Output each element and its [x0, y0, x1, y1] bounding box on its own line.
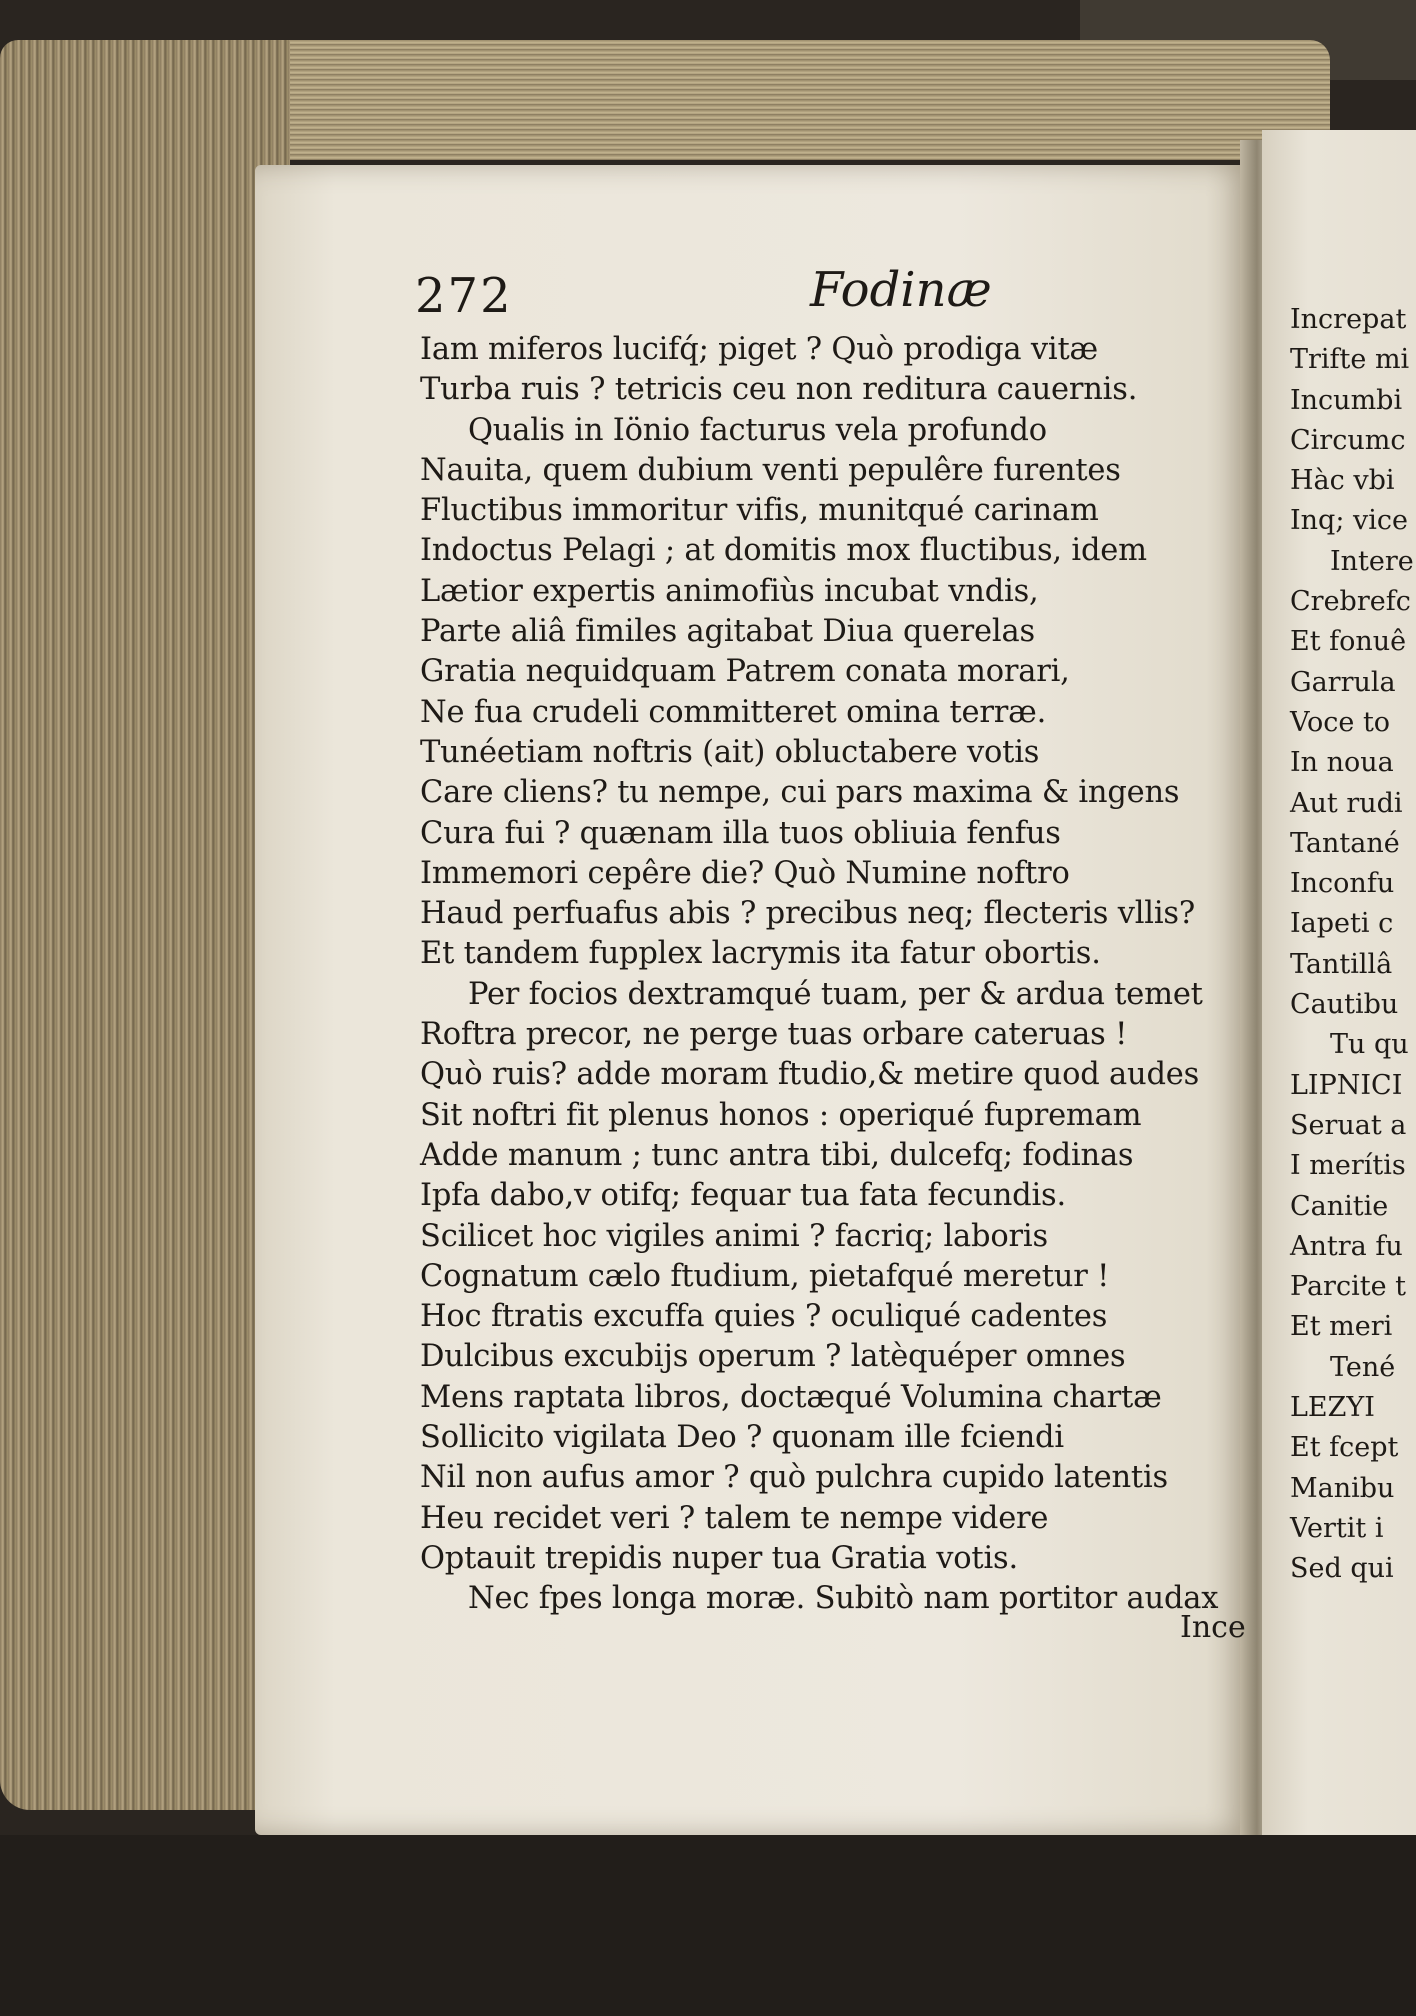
verse-line: Dulcibus excubijs operum ? latèquéper omnes [420, 1339, 1126, 1375]
page-number: 272 [415, 268, 513, 324]
right-page-line: Crebrefc [1290, 586, 1411, 618]
verse-line: Per focios dextramqué tuam, per & ardua temet [468, 976, 1203, 1012]
right-page-line: Vertit i [1290, 1512, 1384, 1544]
verse-line: Iam miferos lucifq́; piget ? Quò prodiga vitæ [420, 332, 1098, 367]
verse-block [420, 330, 1260, 1620]
right-page-line: Cautibu [1290, 989, 1399, 1021]
verse-line: Et tandem fupplex lacrymis ita fatur obortis. [420, 936, 1101, 972]
verse-line: Gratia nequidquam Patrem conata morari, [420, 654, 1070, 690]
verse-line: Scilicet hoc vigiles animi ? facriq; laboris [420, 1218, 1048, 1254]
verse-line: Nil non aufus amor ? quò pulchra cupido latentis [420, 1460, 1169, 1496]
right-page-line: Canitie [1290, 1190, 1389, 1222]
right-page-line: Hàc vbi [1290, 465, 1395, 497]
verse-line: Ipfa dabo,v otifq; fequar tua fata fecundis. [420, 1178, 1066, 1214]
right-page-line: Seruat a [1290, 1109, 1407, 1141]
right-page-line: LIPNICI [1290, 1069, 1403, 1101]
verse-line: Cura fui ? quænam illa tuos obliuia fenfus [420, 815, 1061, 851]
verse-line: Hoc ftratis excuffa quies ? oculiqué cadentes [420, 1299, 1108, 1335]
verse-line: Tunéetiam noftris (ait) obluctabere votis [420, 734, 1040, 770]
right-page-line: Inq; vice [1290, 505, 1409, 537]
verse-line: Turba ruis ? tetricis ceu non reditura cauernis. [420, 372, 1138, 408]
verse-line: Mens raptata libros, doctæqué Volumina chartæ [420, 1379, 1162, 1415]
right-page-line: Increpat [1290, 304, 1407, 335]
right-page-line: Intere [1330, 545, 1414, 577]
right-page-line: Tu qu [1330, 1029, 1409, 1061]
right-page-line: Voce to [1290, 706, 1391, 738]
verse-line: Qualis in Iönio facturus vela profundo [468, 412, 1047, 448]
right-page-line: Tantillâ [1290, 948, 1393, 980]
right-page [1262, 130, 1416, 1860]
verse-line: Sollicito vigilata Deo ? quonam ille fciendi [420, 1420, 1064, 1456]
right-page-line: Manibu [1290, 1472, 1395, 1504]
verse-line: Nec fpes longa moræ. Subitò nam portitor audax [468, 1581, 1219, 1617]
right-page-line: Garrula [1290, 666, 1396, 698]
right-page-line: In noua [1290, 747, 1394, 779]
verse-line: Lætior expertis animofiùs incubat vndis, [420, 573, 1039, 609]
verse-line: Roftra precor, ne perge tuas orbare cateruas ! [420, 1017, 1128, 1053]
catchword: Ince [1180, 1610, 1246, 1645]
right-page-line: Incumbi [1290, 384, 1403, 416]
right-page-line: Antra fu [1290, 1230, 1403, 1262]
verse-line: Fluctibus immoritur vifis, munitqué carinam [420, 493, 1099, 529]
right-page-line: Iapeti c [1290, 908, 1394, 940]
right-page-line: Et fcept [1290, 1432, 1399, 1464]
right-page-line: LEZYI [1290, 1392, 1375, 1424]
book-page-edges-side [0, 40, 290, 1810]
right-page-line: Et fonuê [1290, 626, 1407, 658]
verse-line: Cognatum cælo ftudium, pietafqué meretur ! [420, 1258, 1110, 1294]
right-page-line: Inconfu [1290, 868, 1395, 900]
right-page-line: Trifte mi [1290, 344, 1410, 376]
right-page-line: Aut rudi [1290, 787, 1403, 819]
verse-line: Sit noftri fit plenus honos : operiqué fupremam [420, 1097, 1142, 1133]
verse-line: Ne fua crudeli committeret omina terræ. [420, 694, 1047, 730]
verse-line: Haud perfuafus abis ? precibus neq; flecteris vllis? [420, 896, 1196, 932]
verse-line: Care cliens? tu nempe, cui pars maxima & ingens [420, 775, 1180, 811]
verse-line: Parte aliâ fimiles agitabat Diua querelas [420, 614, 1035, 650]
verse-line: Quò ruis? adde moram ftudio,& metire quod audes [420, 1057, 1200, 1093]
background-below [0, 1835, 1416, 2016]
right-page-text [1290, 300, 1416, 1590]
right-page-line: Tené [1330, 1351, 1396, 1383]
verse-line: Optauit trepidis nuper tua Gratia votis. [420, 1540, 1018, 1576]
right-page-line: Et meri [1290, 1311, 1393, 1343]
verse-line: Heu recidet veri ? talem te nempe videre [420, 1500, 1049, 1536]
right-page-line: I merítis [1290, 1150, 1406, 1182]
right-page-line: Tantané [1290, 827, 1400, 859]
verse-line: Adde manum ; tunc antra tibi, dulcefq; fodinas [420, 1137, 1134, 1173]
right-page-line: Sed qui [1290, 1553, 1394, 1585]
running-head: Fodinæ [810, 262, 992, 318]
verse-line: Nauita, quem dubium venti pepulêre furentes [420, 452, 1121, 488]
right-page-line: Parcite t [1290, 1271, 1406, 1303]
right-page-line: Circumc [1290, 424, 1406, 456]
verse-line: Indoctus Pelagi ; at domitis mox fluctibus, idem [420, 533, 1147, 569]
page-header [415, 262, 992, 338]
verse-line: Immemori cepêre die? Quò Numine noftro [420, 855, 1070, 891]
